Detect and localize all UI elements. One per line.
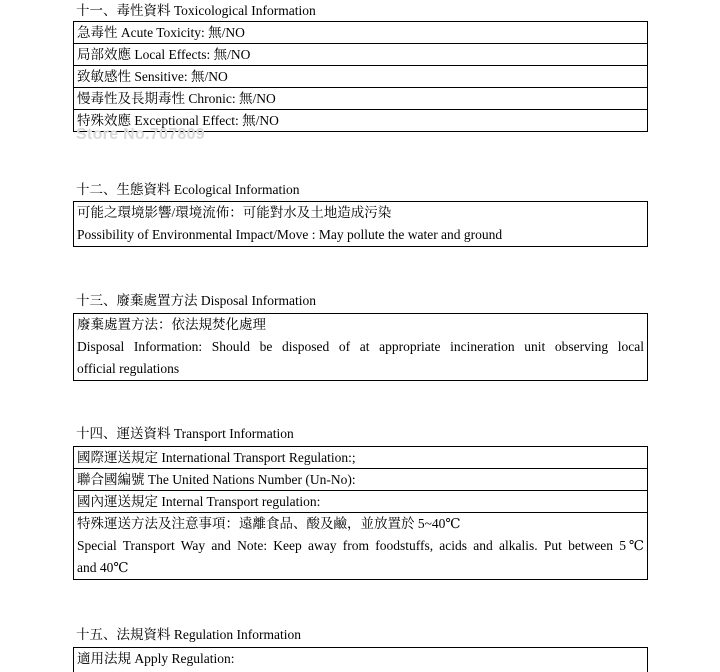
table-row: 急毒性 Acute Toxicity: 無/NO [77, 25, 245, 40]
table-row: 聯合國編號 The United Nations Number (Un-No): [74, 468, 647, 490]
section-title-transport: 十四、運送資料 Transport Information [76, 426, 294, 441]
table-row: 國內運送規定 Internal Transport regulation: [74, 490, 647, 512]
table-row: 致敏感性 Sensitive: 無/NO [74, 65, 647, 87]
table-row: 局部效應 Local Effects: 無/NO [74, 43, 647, 65]
table-row: 國際運送規定 International Transport Regulation:; [77, 450, 356, 465]
transport-note-en: Special Transport Way and Note: Keep away from foodstuffs, acids and alkalis. Put between 5℃ [77, 538, 644, 553]
transport-note [74, 512, 647, 579]
toxicological-table [73, 21, 648, 132]
table-row: 適用法規 Apply Regulation: [77, 651, 235, 666]
ecological-box [73, 201, 648, 247]
disposal-box [73, 313, 648, 381]
section-title-regulation: 十五、法規資料 Regulation Information [76, 627, 301, 642]
store-watermark: Store No.707809 [76, 126, 206, 143]
transport-note-en-cont: and 40℃ [77, 560, 129, 575]
disposal-line-en: Disposal Information: Should be disposed of at appropriate incineration unit observing local [77, 339, 644, 354]
ecological-line-en: Possibility of Environmental Impact/Move : May pollute the water and ground [77, 227, 503, 242]
transport-note-zh: 特殊運送方法及注意事項：遠離食品、酸及鹼，並放置於 5~40℃ [77, 516, 461, 531]
section-title-toxicological: 十一、毒性資料 Toxicological Information [76, 3, 316, 18]
disposal-line-en-cont: official regulations [77, 361, 180, 376]
section-title-disposal: 十三、廢棄處置方法 Disposal Information [76, 293, 316, 308]
table-row: 慢毒性及長期毒性 Chronic: 無/NO [74, 87, 647, 109]
transport-table [73, 446, 648, 580]
section-title-ecological: 十二、生態資料 Ecological Information [76, 182, 300, 197]
regulation-table [73, 647, 648, 672]
table-row: 特殊效應 Exceptional Effect: 無/NO [74, 109, 647, 131]
disposal-line-zh: 廢棄處置方法：依法規焚化處理 [77, 317, 266, 332]
ecological-line-zh: 可能之環境影響/環境流佈：可能對水及土地造成污染 [77, 205, 392, 220]
